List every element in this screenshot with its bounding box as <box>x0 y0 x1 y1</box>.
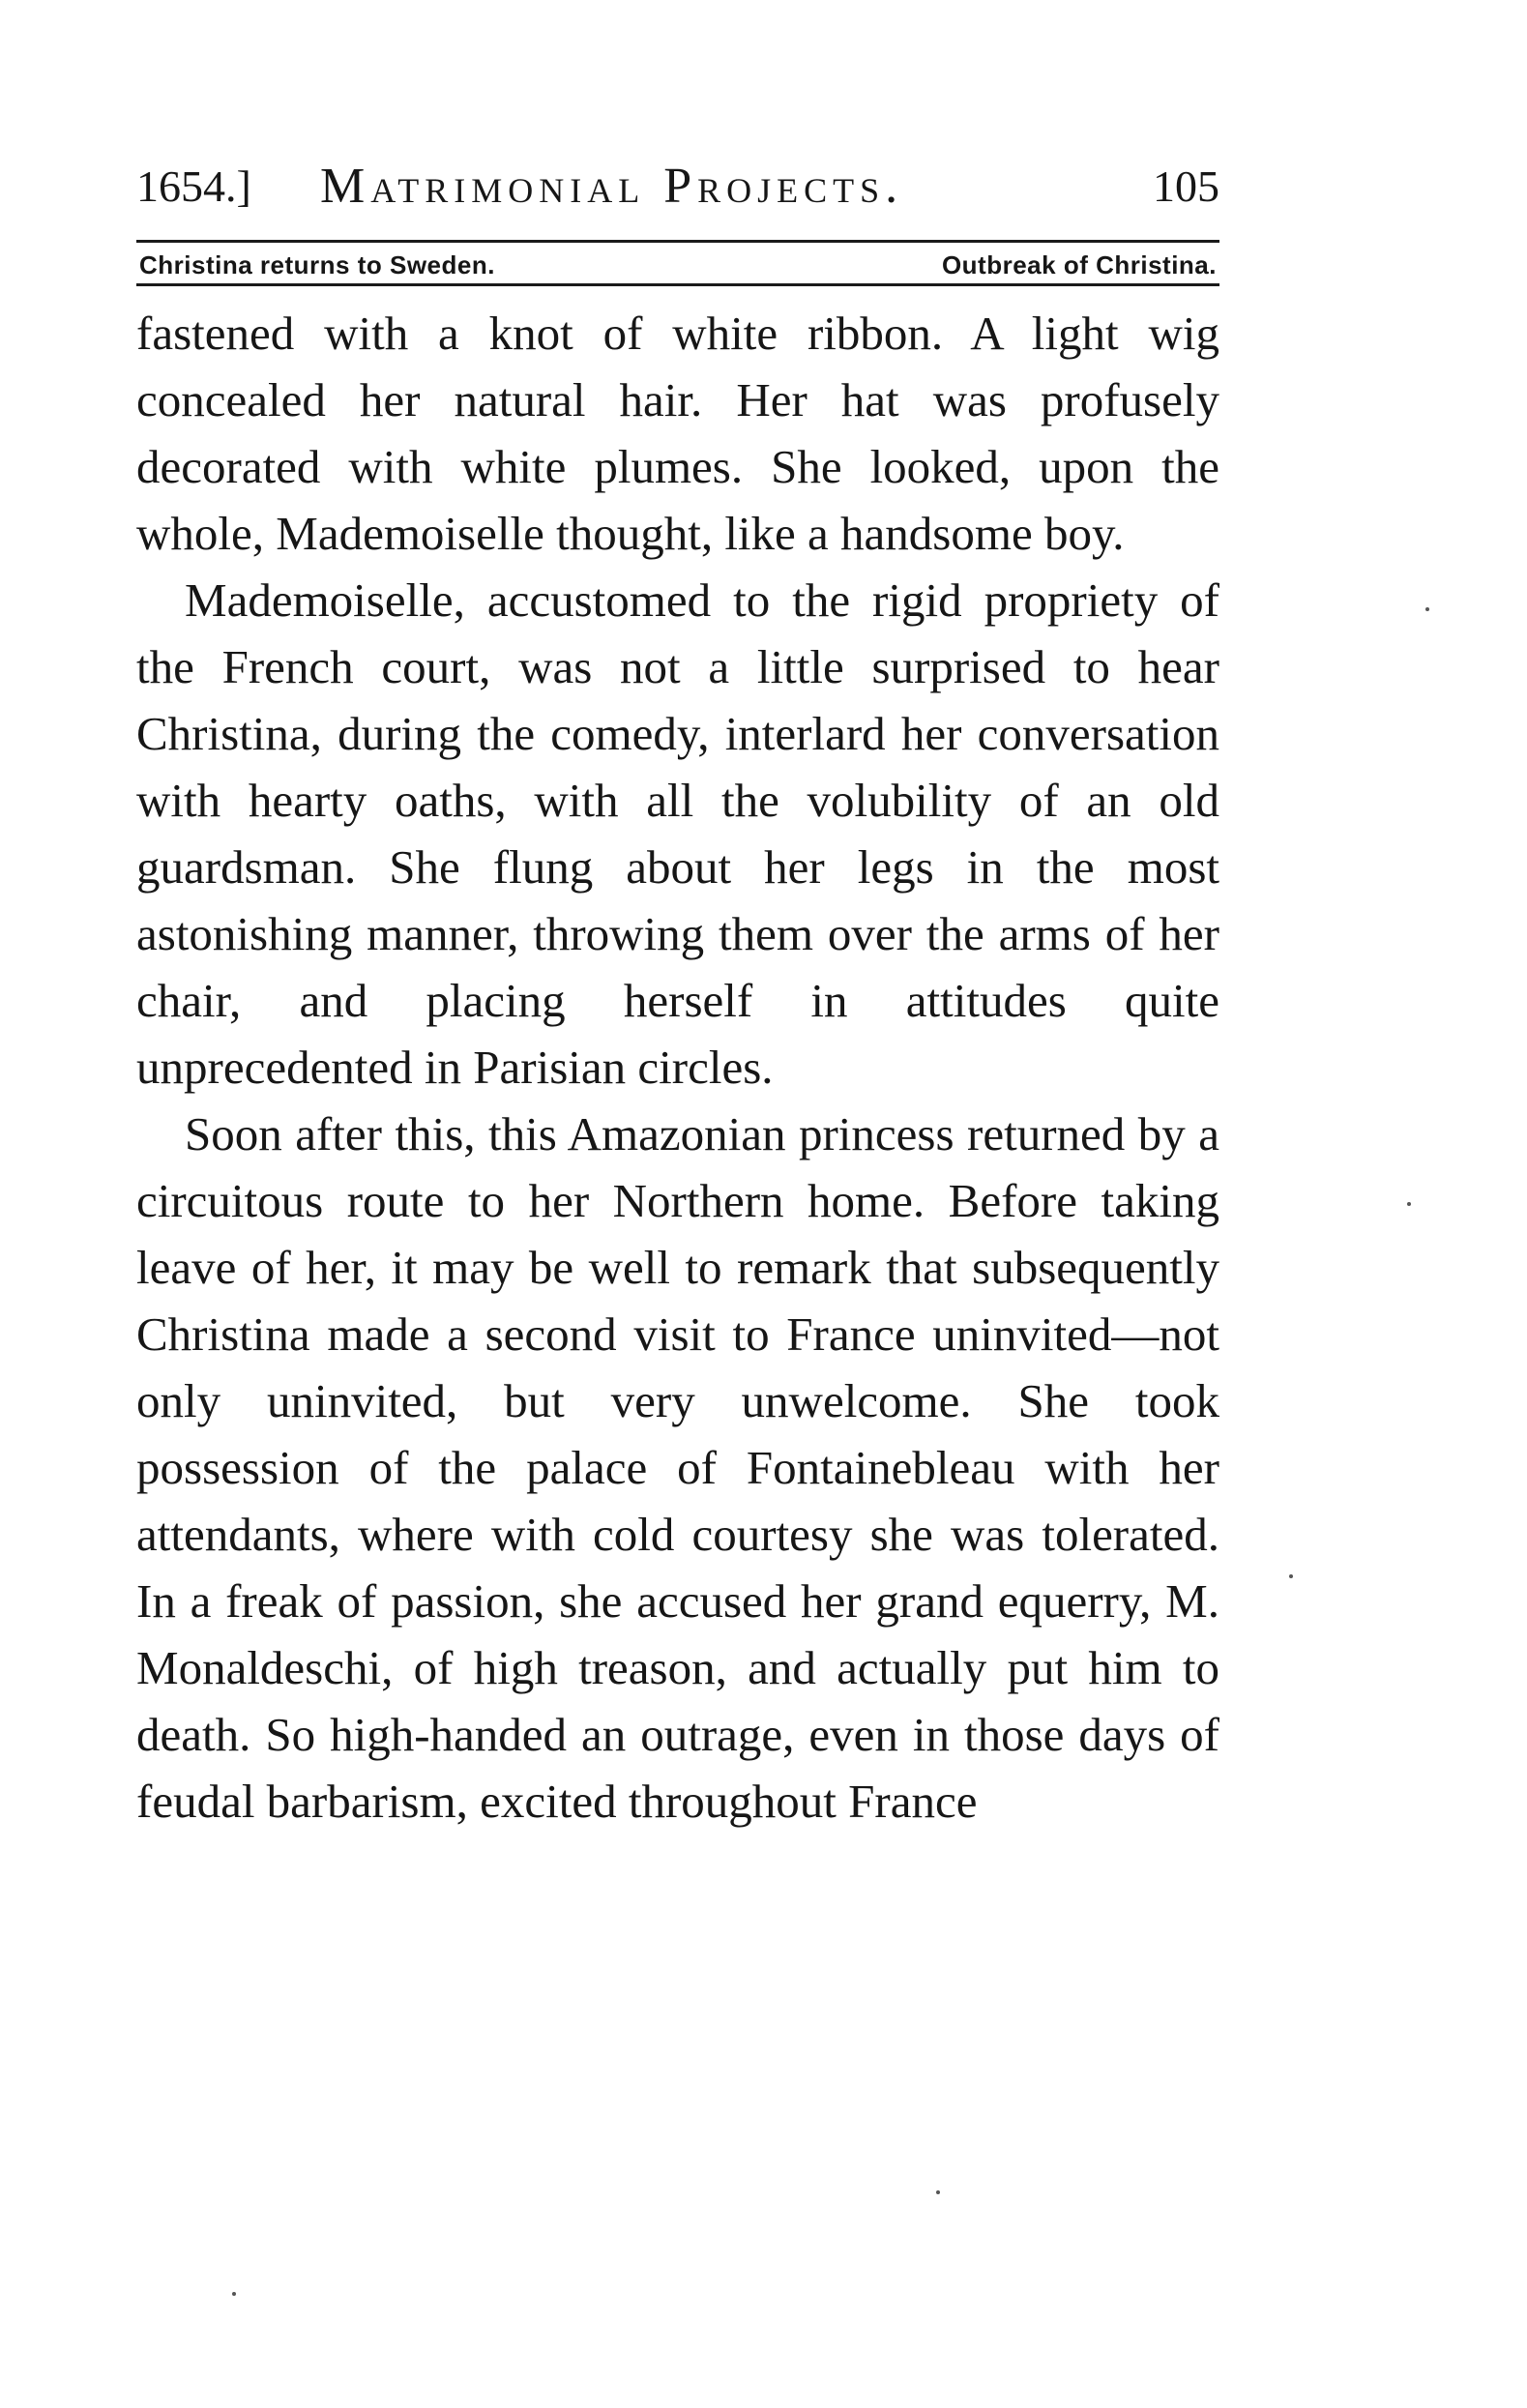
scan-speck <box>936 2190 940 2194</box>
scan-speck <box>1425 607 1429 611</box>
body-text <box>136 300 1219 1835</box>
paragraph-3: Soon after this, this Amazonian princess returned by a circuitous route to her Northern home. Before taking leave of her, it may be well to remark that subsequently Christina made a second visit to France uninvited—not only uninvited, but very unwelcome. She took possession of the palace of Fontainebleau with her attendants, where with cold courtesy she was tolerated. In a freak of passion, she accused her grand equerry, M. Monaldeschi, of high treason, and actually put him to death. So high-handed an outrage, even in those days of feudal barbarism, excited throughout France <box>136 1107 1219 1828</box>
scan-speck <box>1407 1202 1411 1206</box>
scan-speck <box>232 2292 236 2296</box>
shoulder-notes <box>136 243 1219 283</box>
header-year: 1654.] <box>136 162 251 211</box>
shoulder-note-right: Outbreak of Christina. <box>941 250 1217 279</box>
running-head <box>136 155 1219 219</box>
header-title: Matrimonial Projects. <box>320 159 904 214</box>
page-number: 105 <box>1153 162 1219 211</box>
book-page <box>136 155 1219 1835</box>
shoulder-note-left: Christina returns to Sweden. <box>139 250 495 279</box>
paragraph-2: Mademoiselle, accustomed to the rigid propriety of the French court, was not a little surprised to hear Christina, during the comedy, interlard her conversation with hearty oaths, with all the volubility of an old guardsman. She flung about her legs in the most astonishing manner, throwing them over the arms of her chair, and placing herself in attitudes quite unprecedented in Parisian circles. <box>136 573 1219 1094</box>
paragraph-1: fastened with a knot of white ribbon. A light wig concealed her natural hair. Her hat was profusely decorated with white plumes. She looked, upon the whole, Mademoiselle thought, like a handsome boy. <box>136 307 1219 560</box>
scan-speck <box>1289 1574 1293 1578</box>
